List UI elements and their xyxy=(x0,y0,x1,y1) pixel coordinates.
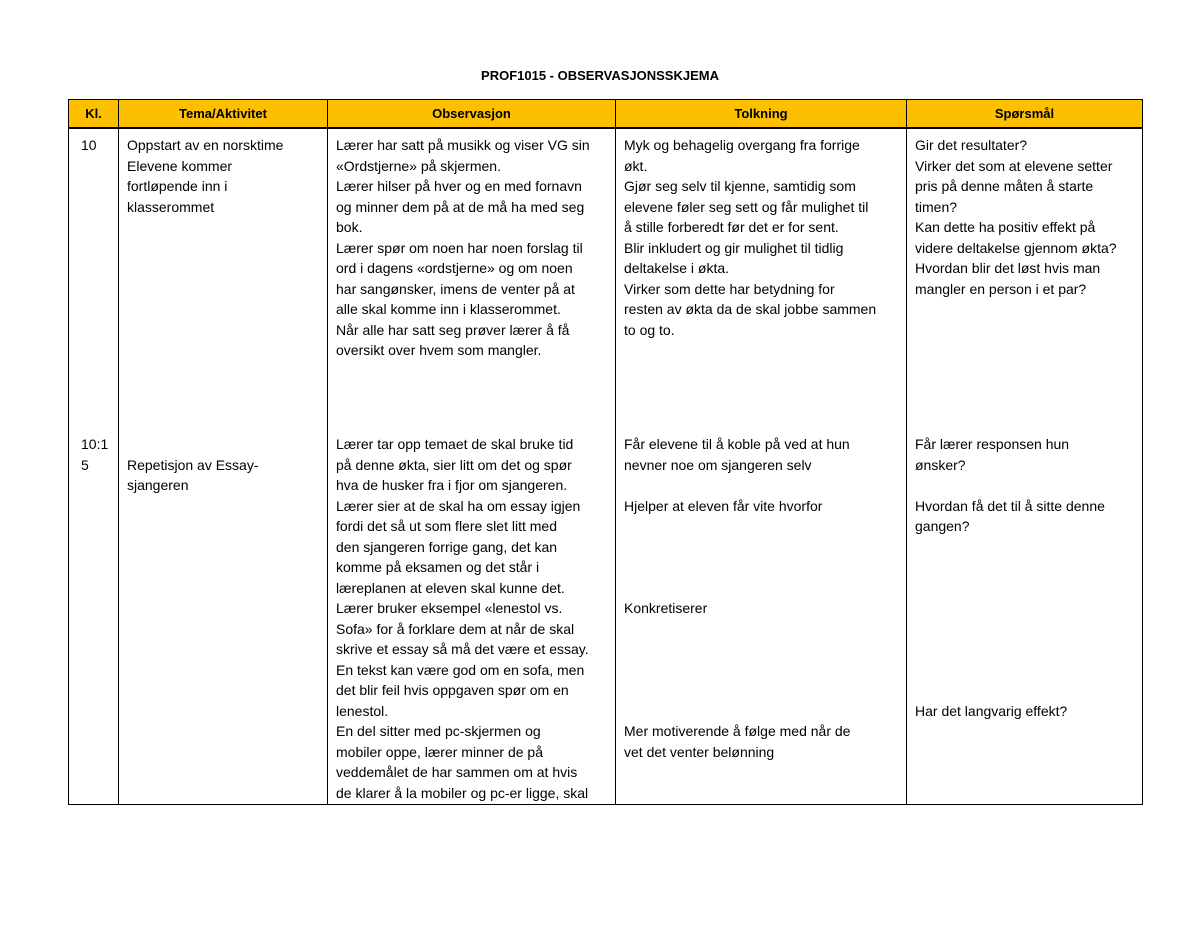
kl-text: 10:1 5 xyxy=(81,436,109,473)
cell-tema xyxy=(119,434,328,804)
cell-tolkning xyxy=(616,434,907,804)
tema-text: Oppstart av en norsktime Elevene kommer fortløpende inn i klasserommet xyxy=(127,137,284,215)
tolkning-text: Myk og behagelig overgang fra forrige økt. Gjør seg selv til kjenne, samtidig som elevene føler seg sett og får mulighet til å stille forberedt før det er for sent. Blir inkludert og gir mulighet til tidlig deltakelse i økta. Virker som dette har betydning for resten av økta da de skal jobbe sammen to og to. xyxy=(624,137,877,338)
observation-table xyxy=(68,99,1143,805)
document-title: PROF1015 - OBSERVASJONSSKJEMA xyxy=(481,68,719,83)
cell-sporsmal xyxy=(907,434,1143,804)
observasjon-text: Lærer tar opp temaet de skal bruke tid på denne økta, sier litt om det og spør hva de husker fra i fjor om sjangeren. Lærer sier at de skal ha om essay igjen fordi det så ut som flere slet litt med den sjangeren forrige gang, det kan komme på eksamen og det står i læreplanen at eleven skal kunne det. Lærer bruker eksempel «lenestol vs. Sofa» for å forklare dem at når de skal skrive et essay så må det være et essay. En tekst kan være god om en sofa, men det blir feil hvis oppgaven spør om en lenestol. En del sitter med pc-skjermen og mobiler oppe, lærer minner de på veddemålet de har sammen om at hvis de klarer å la mobiler og pc-er ligge, skal xyxy=(336,436,589,801)
tema-text: Repetisjon av Essay- sjangeren xyxy=(127,456,259,493)
cell-kl xyxy=(69,434,119,804)
sporsmal-text: Gir det resultater? Virker det som at elevene setter pris på denne måten å starte timen? Kan dette ha positiv effekt på videre deltakelse gjennom økta? Hvordan blir det løst hvis man mangler en person i et par? xyxy=(915,137,1117,297)
cell-tolkning xyxy=(616,128,907,434)
cell-sporsmal xyxy=(907,128,1143,434)
sporsmal-text: Får lærer responsen hun ønsker? Hvordan få det til å sitte denne gangen? Har det langvarig effekt? xyxy=(915,436,1105,719)
cell-tema xyxy=(119,128,328,434)
header-tema: Tema/Aktivitet xyxy=(119,100,328,129)
tolkning-text: Får elevene til å koble på ved at hun nevner noe om sjangeren selv Hjelper at eleven får vite hvorfor Konkretiserer Mer motiverende å følge med når de vet det venter belønning xyxy=(624,436,851,760)
table-row xyxy=(69,128,1143,434)
header-sporsmal: Spørsmål xyxy=(907,100,1143,129)
kl-text: 10 xyxy=(81,137,97,153)
table-row xyxy=(69,434,1143,804)
header-kl: Kl. xyxy=(69,100,119,129)
observasjon-text: Lærer har satt på musikk og viser VG sin «Ordstjerne» på skjermen. Lærer hilser på hver og en med fornavn og minner dem på at de må ha med seg bok. Lærer spør om noen har noen forslag til ord i dagens «ordstjerne» og om noen har sangønsker, imens de venter på at alle skal komme inn i klasserommet. Når alle har satt seg prøver lærer å få oversikt over hvem som mangler. xyxy=(336,137,590,358)
cell-observasjon xyxy=(328,128,616,434)
header-row xyxy=(69,100,1143,129)
header-observasjon: Observasjon xyxy=(328,100,616,129)
cell-observasjon xyxy=(328,434,616,804)
header-tolkning: Tolkning xyxy=(616,100,907,129)
cell-kl xyxy=(69,128,119,434)
